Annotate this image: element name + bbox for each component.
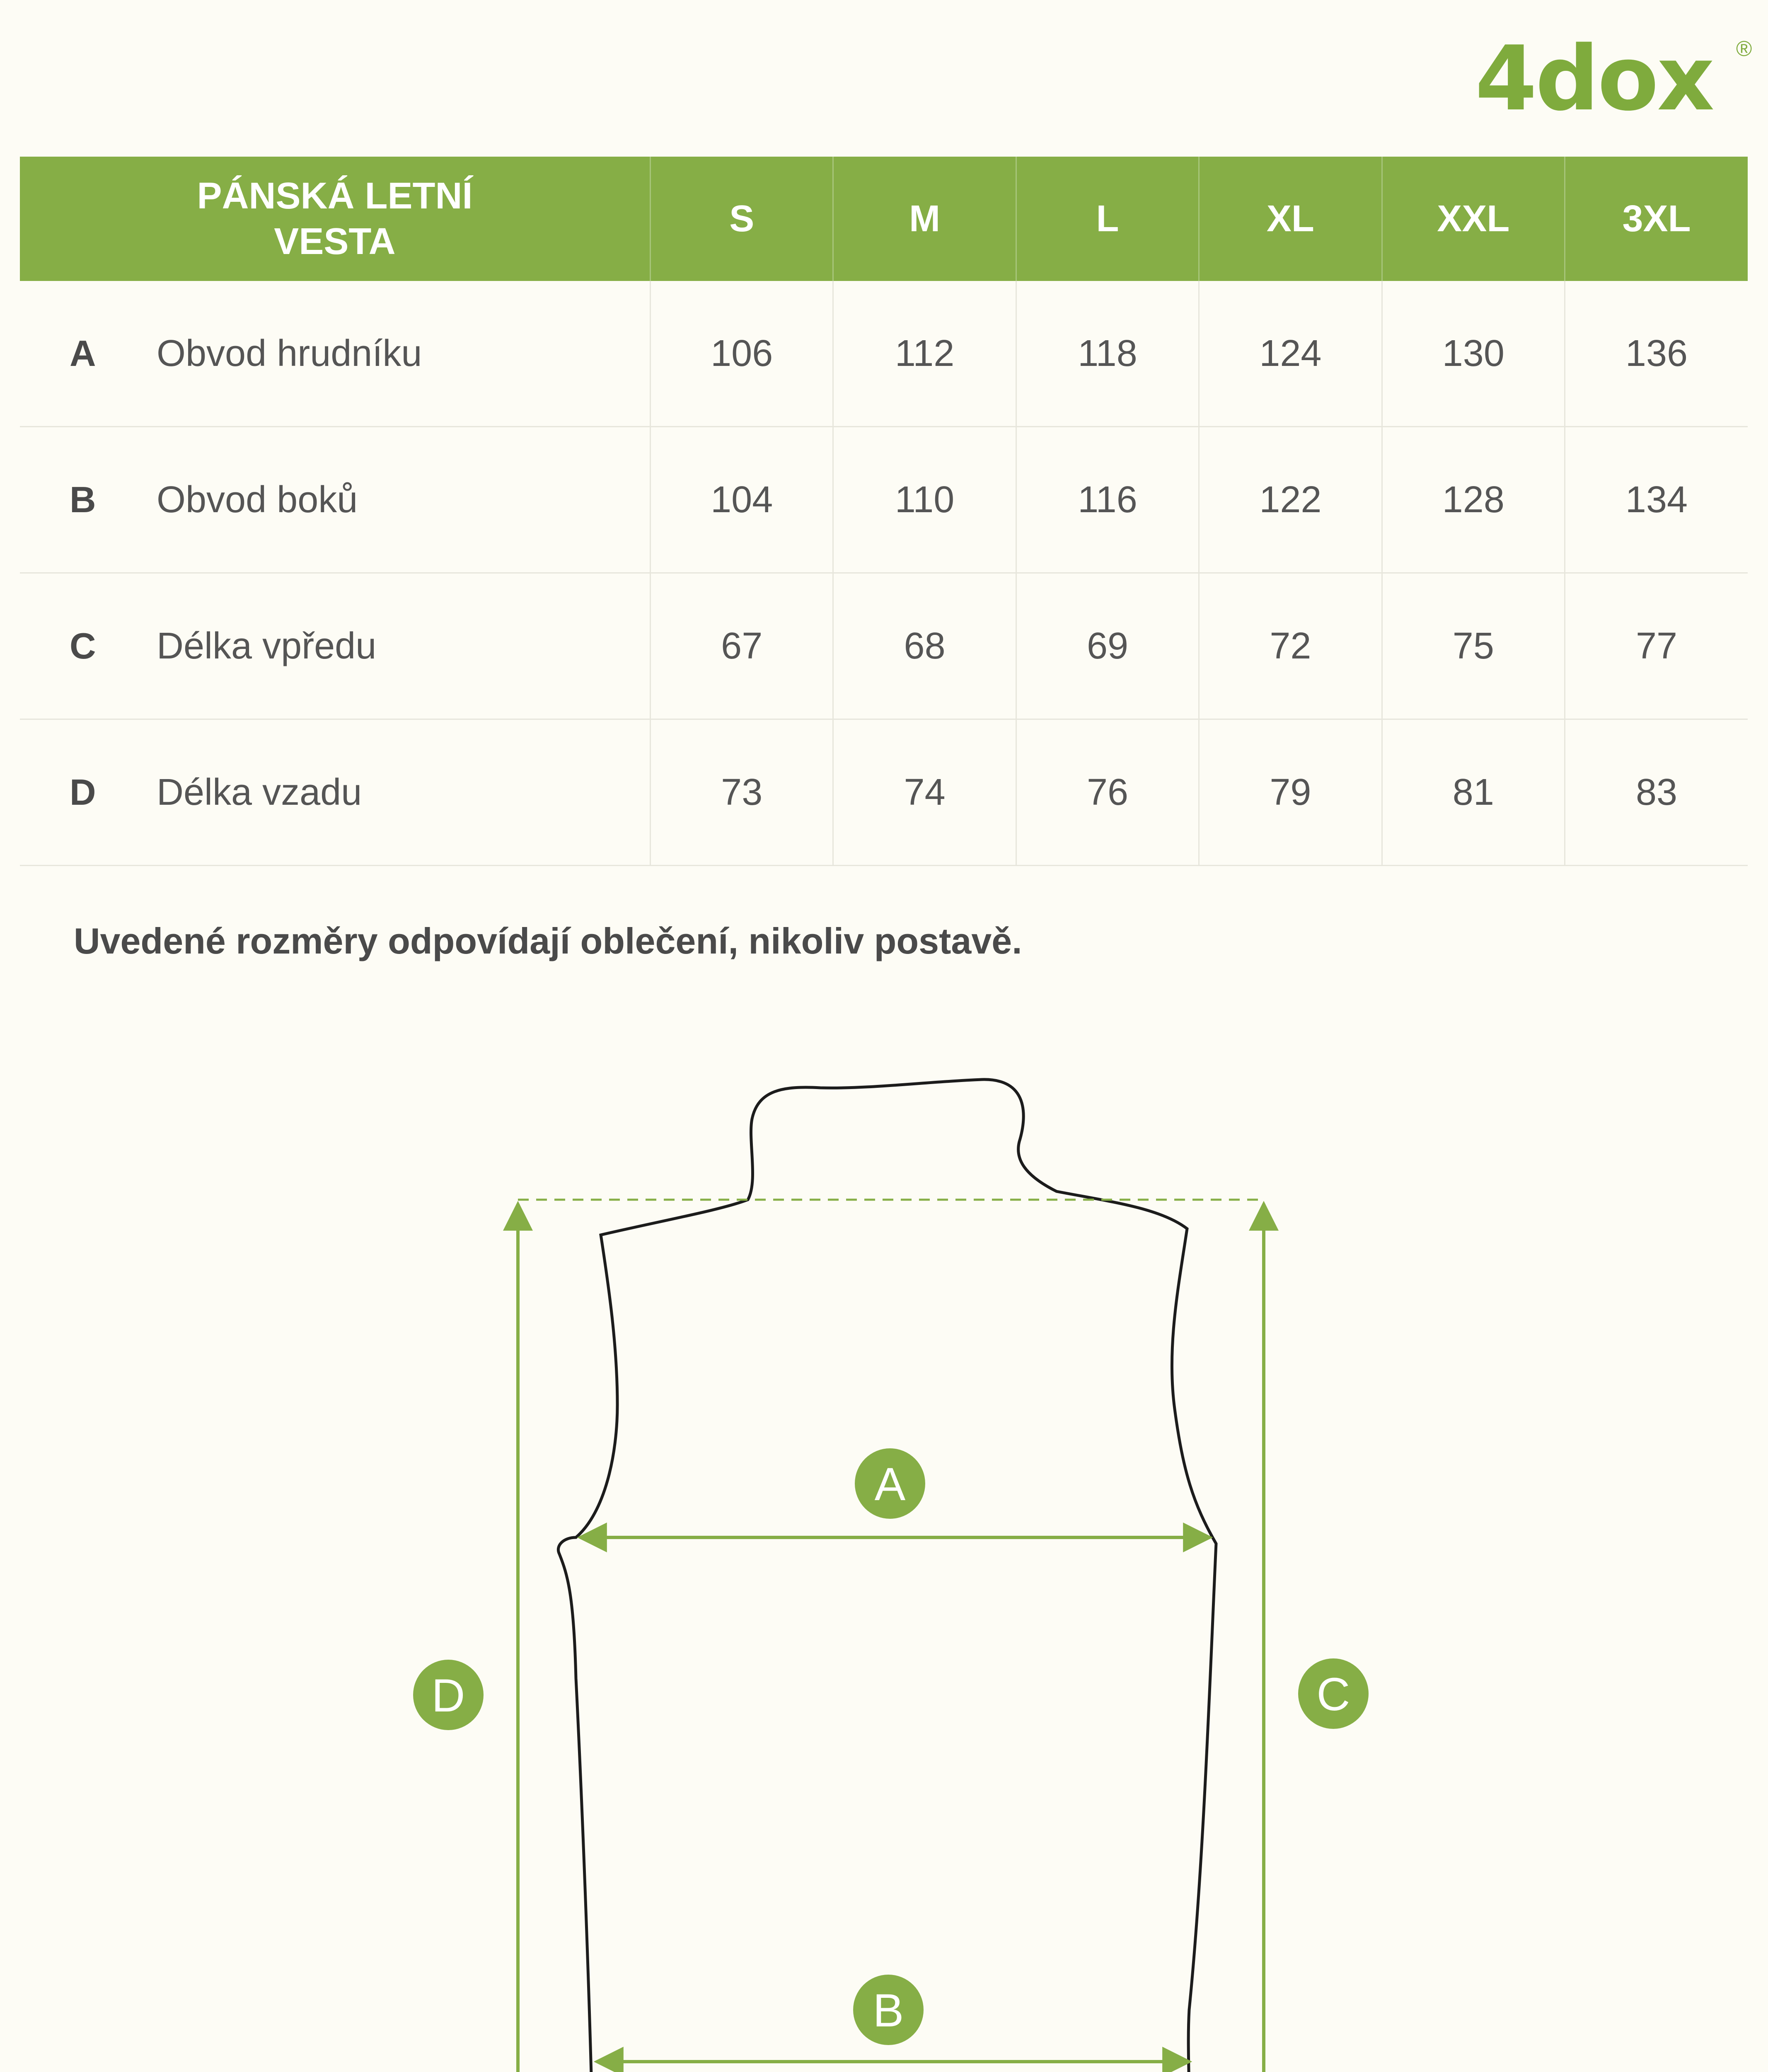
marker-a-label: A xyxy=(874,1458,906,1510)
row-label xyxy=(20,427,651,573)
vest-outline-icon xyxy=(558,1080,1216,2072)
product-title xyxy=(20,157,651,281)
table-cell: 74 xyxy=(833,719,1016,866)
table-cell: 81 xyxy=(1382,719,1565,866)
table-cell: 130 xyxy=(1382,281,1565,427)
table-cell: 136 xyxy=(1565,281,1748,427)
row-label xyxy=(20,719,651,866)
product-title-line-2: VESTA xyxy=(274,221,396,262)
table-cell: 106 xyxy=(651,281,833,427)
brand-logo xyxy=(1475,27,1757,131)
marker-c xyxy=(1298,1658,1369,1729)
size-table xyxy=(20,157,1748,866)
size-header-3xl: 3XL xyxy=(1565,157,1748,281)
table-cell: 104 xyxy=(651,427,833,573)
row-name: Délka vpředu xyxy=(157,625,377,667)
marker-d xyxy=(413,1660,484,1730)
table-cell: 72 xyxy=(1199,573,1382,719)
logo-text: 4dox xyxy=(1475,27,1713,131)
marker-c-label: C xyxy=(1316,1668,1350,1720)
size-header-l: L xyxy=(1016,157,1199,281)
size-header-m: M xyxy=(833,157,1016,281)
size-header-xl: XL xyxy=(1199,157,1382,281)
row-label xyxy=(20,573,651,719)
marker-b xyxy=(853,1975,924,2045)
vest-measurement-diagram xyxy=(0,1057,1768,2072)
table-cell: 83 xyxy=(1565,719,1748,866)
row-letter: C xyxy=(70,625,96,666)
row-label xyxy=(20,281,651,427)
row-letter: B xyxy=(70,479,96,520)
row-name: Obvod hrudníku xyxy=(157,332,422,374)
table-cell: 68 xyxy=(833,573,1016,719)
table-cell: 110 xyxy=(833,427,1016,573)
table-cell: 75 xyxy=(1382,573,1565,719)
table-cell: 69 xyxy=(1016,573,1199,719)
table-row xyxy=(20,427,1748,573)
table-cell: 73 xyxy=(651,719,833,866)
table-cell: 128 xyxy=(1382,427,1565,573)
table-cell: 124 xyxy=(1199,281,1382,427)
measurement-note: Uvedené rozměry odpovídají oblečení, nikoliv postavě. xyxy=(74,920,1022,961)
marker-b-label: B xyxy=(873,1985,904,2036)
size-header-row xyxy=(20,157,1748,281)
table-row xyxy=(20,281,1748,427)
table-cell: 134 xyxy=(1565,427,1748,573)
row-name: Délka vzadu xyxy=(157,771,362,813)
marker-a xyxy=(855,1448,925,1519)
registered-mark: ® xyxy=(1736,37,1752,61)
table-cell: 112 xyxy=(833,281,1016,427)
row-letter: D xyxy=(70,771,96,813)
table-row xyxy=(20,573,1748,719)
size-header-xxl: XXL xyxy=(1382,157,1565,281)
row-name: Obvod boků xyxy=(157,479,358,520)
row-letter: A xyxy=(70,332,96,374)
table-cell: 118 xyxy=(1016,281,1199,427)
product-title-line-1: PÁNSKÁ LETNÍ xyxy=(197,175,473,217)
table-cell: 67 xyxy=(651,573,833,719)
table-cell: 77 xyxy=(1565,573,1748,719)
table-cell: 116 xyxy=(1016,427,1199,573)
table-cell: 76 xyxy=(1016,719,1199,866)
marker-d-label: D xyxy=(431,1670,465,1721)
size-header-s: S xyxy=(651,157,833,281)
table-cell: 79 xyxy=(1199,719,1382,866)
table-row xyxy=(20,719,1748,866)
table-cell: 122 xyxy=(1199,427,1382,573)
